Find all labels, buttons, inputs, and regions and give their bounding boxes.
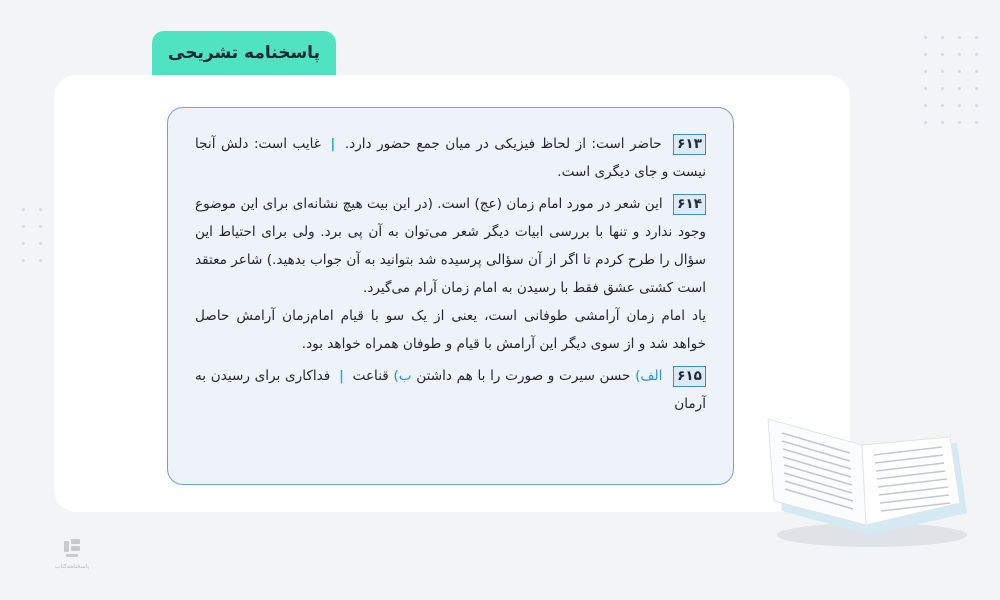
section-tag-label: پاسخنامه تشریحی xyxy=(168,43,320,63)
logo-icon xyxy=(61,537,83,561)
answer-text: این شعر در مورد امام زمان (عج) است. (در این بیت هیچ نشانه‌ای برای این موضوع وجود ندارد و تنها با بررسی ابیات دیگر شعر می‌توان به آن پی برد. ولی برای احتیاط این سؤال را طرح کردم تا اگر از آن سؤالی پرسیده شد بتوانید به آن جواب بدهید.) شاعر معتقد است کشتی عشق فقط با رسیدن به امام زمان آرام می‌گیرد. xyxy=(195,196,706,296)
option-label-b: ب) xyxy=(393,368,412,384)
decorative-dots-right xyxy=(924,36,978,124)
brand-logo xyxy=(52,537,92,570)
separator: | xyxy=(330,136,336,152)
separator: | xyxy=(338,368,344,384)
answer-615 xyxy=(195,362,706,418)
answer-text: قناعت xyxy=(352,368,389,384)
answer-614 xyxy=(195,190,706,358)
option-label-a: الف) xyxy=(635,368,663,384)
answer-box xyxy=(167,107,734,485)
logo-text: پاسخنامه‌کتاب xyxy=(54,563,90,570)
answer-text: غایب است: دلش آنجا نیست و جای دیگری است. xyxy=(195,136,706,180)
question-number: ۶۱۵ xyxy=(673,366,706,387)
question-number: ۶۱۳ xyxy=(673,134,706,155)
answer-text: فداکاری برای رسیدن به آرمان xyxy=(195,368,706,412)
answer-text: حسن سیرت و صورت را با هم داشتن xyxy=(416,368,631,384)
question-number: ۶۱۴ xyxy=(673,194,706,215)
section-tag xyxy=(152,31,336,75)
answer-613 xyxy=(195,130,706,186)
answer-text: حاضر است: از لحاظ فیزیکی در میان جمع حضور دارد. xyxy=(344,136,662,152)
answer-text: یاد امام زمان آرامشی طوفانی است، یعنی از یک سو با قیام امام‌زمان آرامش حاصل خواهد شد و از سوی دیگر این آرامش با قیام و طوفان همراه خواهد بود. xyxy=(195,308,706,352)
open-book-illustration xyxy=(752,385,978,555)
